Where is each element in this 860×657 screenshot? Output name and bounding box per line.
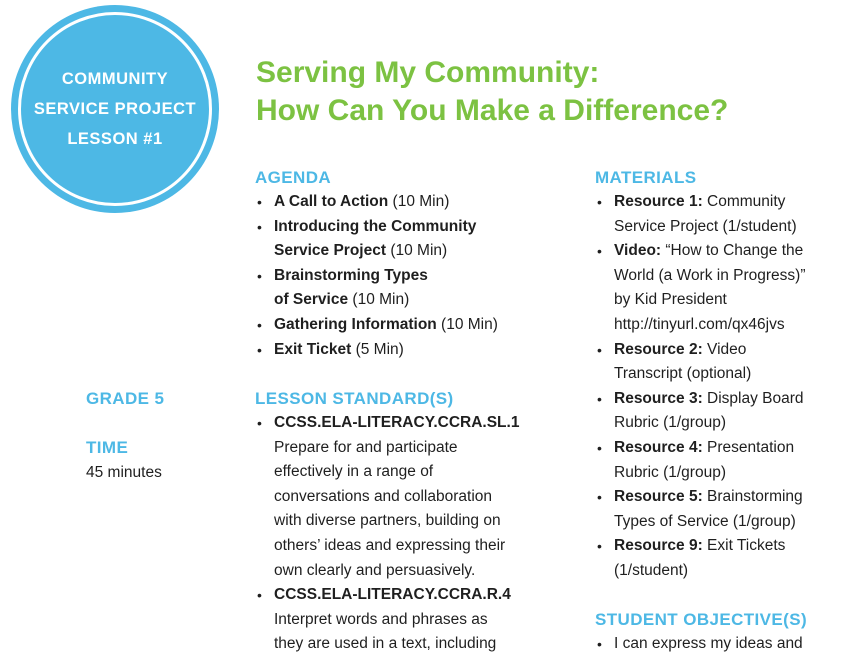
standard-text-line: own clearly and persuasively. xyxy=(274,561,476,579)
material-text: by Kid President xyxy=(614,291,727,309)
material-label: Resource 2: xyxy=(614,340,703,358)
material-text: http://tinyurl.com/qx46jvs xyxy=(614,315,785,333)
material-label: Resource 5: xyxy=(614,488,703,506)
grade-heading: GRADE 5 xyxy=(86,389,165,408)
material-item xyxy=(595,485,855,534)
material-label: Resource 3: xyxy=(614,389,703,407)
agenda-item-duration: (10 Min) xyxy=(386,242,448,260)
material-text: Exit Tickets xyxy=(702,537,786,555)
material-label: Video: xyxy=(614,242,662,260)
standards-list xyxy=(255,411,575,657)
material-line xyxy=(614,338,855,363)
title-line-1: Serving My Community: xyxy=(256,56,600,89)
material-line xyxy=(614,264,855,289)
material-text: Rubric (1/group) xyxy=(614,414,726,432)
agenda-item-line xyxy=(274,190,565,215)
material-item xyxy=(595,534,855,583)
material-text: “How to Change the xyxy=(661,242,804,260)
badge-text xyxy=(34,64,196,154)
material-item xyxy=(595,436,855,485)
agenda-item xyxy=(255,264,565,313)
standard-item xyxy=(255,583,575,657)
material-item xyxy=(595,239,855,337)
material-text: Community xyxy=(702,193,786,210)
material-line xyxy=(614,461,855,486)
agenda-item-line xyxy=(274,264,565,289)
time-value: 45 minutes xyxy=(86,464,162,481)
material-text: Transcript (optional) xyxy=(614,365,752,383)
material-line xyxy=(614,387,855,412)
material-text: Service Project (1/student) xyxy=(614,217,797,235)
badge-line: COMMUNITY xyxy=(61,70,169,88)
material-line xyxy=(614,190,855,215)
material-text: Types of Service (1/group) xyxy=(614,512,796,530)
standard-code-text: CCSS.ELA-LITERACY.CCRA.R.4 xyxy=(274,586,511,604)
standard-item xyxy=(255,411,575,583)
agenda-item-line xyxy=(274,313,565,338)
material-line xyxy=(614,362,855,387)
agenda-item-duration: (5 Min) xyxy=(351,340,404,358)
agenda-item-title: A Call to Action xyxy=(274,193,389,210)
material-item xyxy=(595,338,855,387)
material-line xyxy=(614,239,855,264)
agenda-item xyxy=(255,338,565,363)
material-line xyxy=(614,215,855,240)
material-label: Resource 1: xyxy=(614,193,703,210)
material-line xyxy=(614,313,855,338)
badge-line: LESSON #1 xyxy=(67,130,163,148)
material-text: Presentation xyxy=(702,438,795,456)
materials-heading: MATERIALS xyxy=(595,168,697,187)
materials-list xyxy=(595,190,855,584)
agenda-item-line xyxy=(274,239,565,264)
title-line-2: How Can You Make a Difference? xyxy=(256,94,729,127)
objectives-heading: STUDENT OBJECTIVE(S) xyxy=(595,610,808,629)
material-line xyxy=(614,559,855,584)
material-line xyxy=(614,436,855,461)
standard-text-line: Interpret words and phrases as xyxy=(274,610,488,628)
material-text: World (a Work in Progress)” xyxy=(614,266,806,284)
material-line xyxy=(614,485,855,510)
agenda-item-title: Service Project xyxy=(274,242,387,260)
time-heading: TIME xyxy=(86,438,129,457)
material-line xyxy=(614,411,855,436)
lesson-badge xyxy=(14,8,216,210)
agenda-item xyxy=(255,313,565,338)
standard-text-line: Prepare for and participate xyxy=(274,438,458,456)
material-line xyxy=(614,534,855,559)
standard-text-line: with diverse partners, building on xyxy=(274,512,501,530)
objective-text: • I can express my ideas and xyxy=(614,635,803,652)
agenda-item-line xyxy=(274,215,565,240)
material-text: Brainstorming xyxy=(702,488,803,506)
badge-line: SERVICE PROJECT xyxy=(33,100,197,118)
agenda-item-line xyxy=(274,338,565,363)
standard-text-line: conversations and collaboration xyxy=(274,487,492,505)
standard-code xyxy=(274,583,575,608)
material-item xyxy=(595,387,855,436)
standard-text-line: they are used in a text, including xyxy=(274,635,497,653)
agenda-item-line xyxy=(274,288,565,313)
agenda-item-duration: (10 Min) xyxy=(436,315,498,333)
standard-code xyxy=(274,411,575,436)
agenda-list xyxy=(255,190,565,362)
material-label: Resource 9: xyxy=(614,537,703,555)
objectives-list xyxy=(595,632,855,657)
standard-code-text: CCSS.ELA-LITERACY.CCRA.SL.1 xyxy=(274,414,520,431)
agenda-item-title: of Service xyxy=(274,291,349,309)
page-title xyxy=(256,54,836,130)
material-text: Display Board xyxy=(702,389,804,407)
agenda-item-duration: (10 Min) xyxy=(348,291,410,309)
agenda-item-title: Introducing the Community xyxy=(274,217,477,235)
agenda-item-title: Gathering Information xyxy=(274,315,437,333)
agenda-item-title: Brainstorming Types xyxy=(274,266,428,284)
material-label: Resource 4: xyxy=(614,438,703,456)
standard-text-line: others’ ideas and expressing their xyxy=(274,536,506,554)
material-text: Rubric (1/group) xyxy=(614,463,726,481)
objective-item xyxy=(595,632,855,657)
agenda-item-title: Exit Ticket xyxy=(274,340,352,358)
standards-heading: LESSON STANDARD(S) xyxy=(255,389,454,408)
material-text: (1/student) xyxy=(614,561,689,579)
material-item xyxy=(595,190,855,239)
agenda-item xyxy=(255,215,565,264)
standard-text-line: effectively in a range of xyxy=(274,463,434,481)
material-line xyxy=(614,510,855,535)
material-line xyxy=(614,288,855,313)
agenda-item xyxy=(255,190,565,215)
agenda-heading: AGENDA xyxy=(255,168,332,187)
material-text: Video xyxy=(702,340,747,358)
agenda-item-duration: (10 Min) xyxy=(388,193,450,210)
